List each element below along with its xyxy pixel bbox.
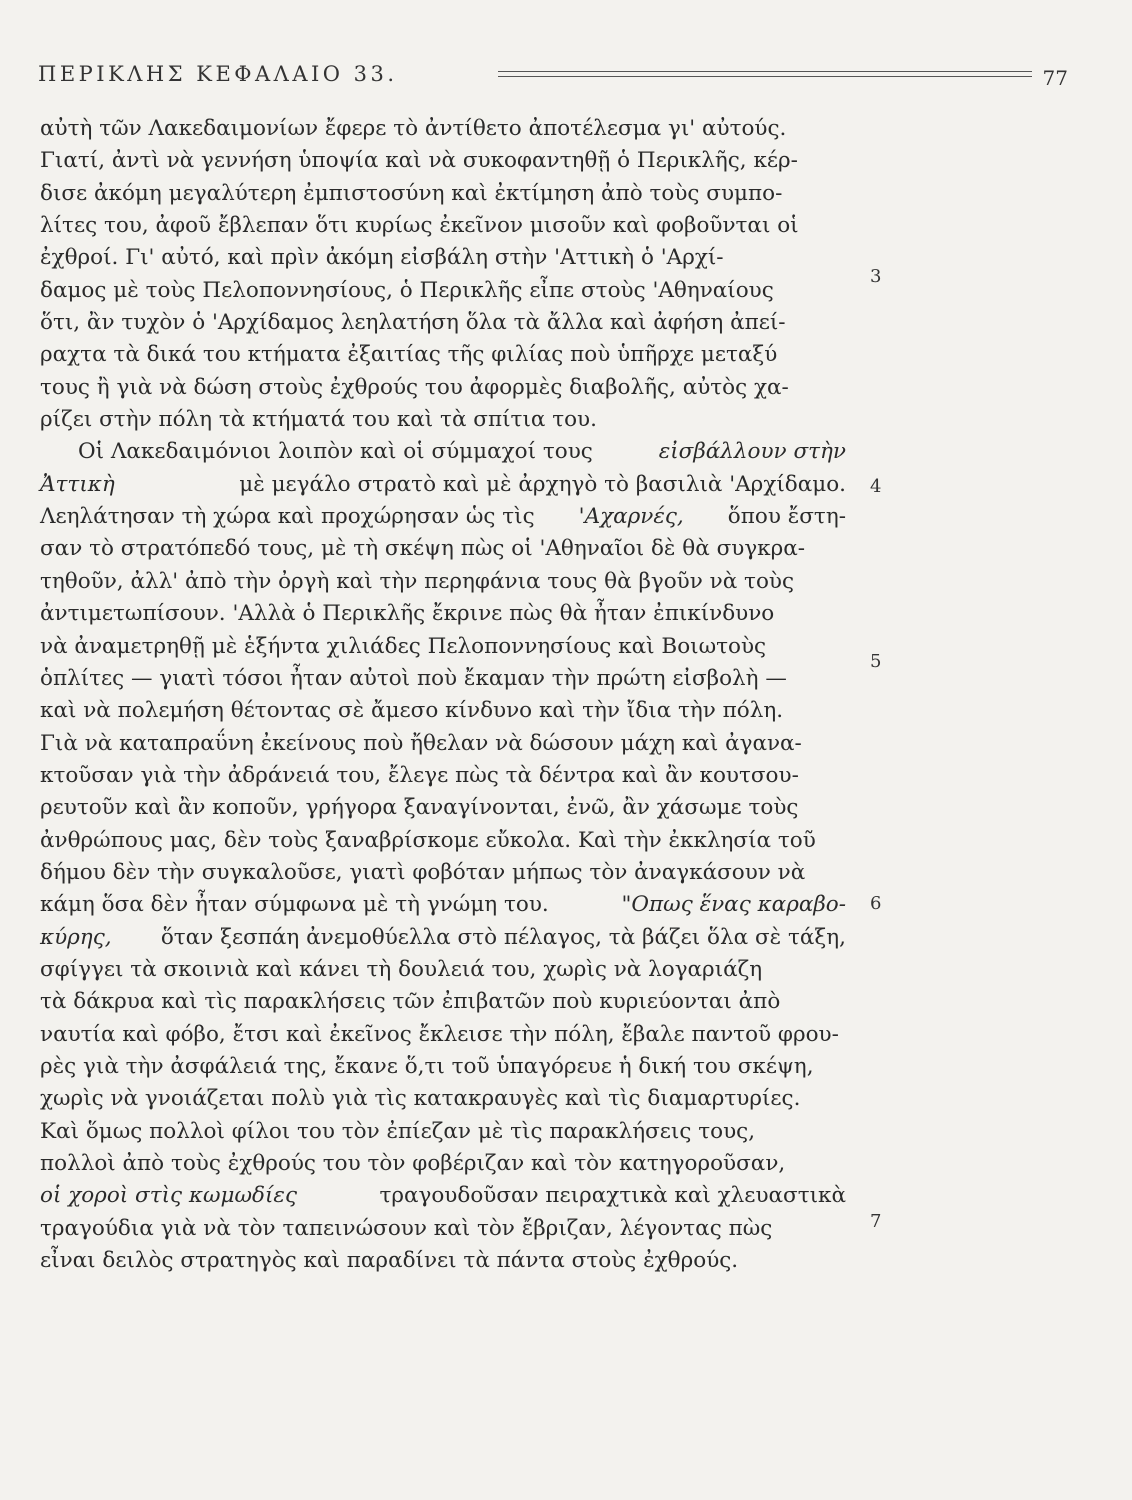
text-line: ραχτα τὰ δικά του κτήματα ἐξαιτίας τῆς φιλίας ποὺ ὑπῆρχε μεταξύ (40, 342, 778, 368)
margin-section-number: 7 (870, 1211, 882, 1232)
text-line: τραγούδια γιὰ νὰ τὸν ταπεινώσουν καὶ τὸν ἔβριζαν, λέγοντας πὼς (40, 1215, 773, 1241)
text-line: ἀντιμετωπίσουν. 'Αλλὰ ὁ Περικλῆς ἔκρινε πὼς θὰ ἦταν ἐπικίνδυνο (40, 601, 775, 627)
running-head: ΠΕΡΙΚΛΗΣ ΚΕΦΑΛΑΙΟ 33. (38, 62, 398, 86)
text-line: Ἀττικὴ μὲ μεγάλο στρατὸ καὶ μὲ ἀρχηγὸ τὸ βασιλιὰ 'Αρχίδαμο. (40, 471, 846, 497)
margin-section-number: 6 (870, 893, 882, 914)
text-line: πολλοὶ ἀπὸ τοὺς ἐχθρούς του τὸν φοβέριζαν καὶ τὸν κατηγοροῦσαν, (40, 1151, 786, 1176)
text-line: καὶ νὰ πολεμήση θέτοντας σὲ ἄμεσο κίνδυνο καὶ τὴν ἴδια τὴν πόλη. (40, 698, 784, 724)
text-line: ναυτία καὶ φόβο, ἔτσι καὶ ἐκεῖνος ἔκλεισε τὴν πόλη, ἔβαλε παντοῦ φρου- (40, 1021, 839, 1047)
header-rule-top (498, 71, 1032, 72)
text-line: Καὶ ὅμως πολλοὶ φίλοι του τὸν ἐπίεζαν μὲ τὶς παρακλήσεις τους, (40, 1118, 756, 1144)
text-line: ἐχθροί. Γι' αὐτό, καὶ πρὶν ἀκόμη εἰσβάλη στὴν 'Αττικὴ ὁ 'Αρχί- (40, 245, 724, 271)
body-text (40, 113, 846, 1277)
text-line: κάμη ὅσα δὲν ἦταν σύμφωνα μὲ τὴ γνώμη του. "Οπως ἕνας καραβο- (40, 892, 846, 918)
text-line: αὐτὴ τῶν Λακεδαιμονίων ἔφερε τὸ ἀντίθετο ἀποτέλεσμα γι' αὐτούς. (40, 116, 787, 141)
text-line: εἶναι δειλὸς στρατηγὸς καὶ παραδίνει τὰ πάντα στοὺς ἐχθρούς. (40, 1248, 739, 1274)
text-line: τηθοῦν, ἀλλ' ἀπὸ τὴν ὀργὴ καὶ τὴν περηφάνια τους θὰ βγοῦν νὰ τοὺς (40, 568, 795, 594)
text-line: ρὲς γιὰ τὴν ἀσφάλειά της, ἔκανε ὅ,τι τοῦ ὑπαγόρευε ἡ δική του σκέψη, (40, 1053, 814, 1079)
page-number: 77 (1042, 66, 1068, 90)
text-line: δισε ἀκόμη μεγαλύτερη ἐμπιστοσύνη καὶ ἐκτίμηση ἀπὸ τοὺς συμπο- (40, 180, 783, 206)
text-line: δήμου δὲν τὴν συγκαλοῦσε, γιατὶ φοβόταν μήπως τὸν ἀναγκάσουν νὰ (40, 859, 806, 885)
text-line: τους ἢ γιὰ νὰ δώση στοὺς ἐχθρούς του ἀφορμὲς διαβολῆς, αὐτὸς χα- (40, 374, 789, 400)
text-line: ὅτι, ἂν τυχὸν ὁ 'Αρχίδαμος λεηλατήση ὅλα τὰ ἄλλα καὶ ἀφήση ἀπεί- (40, 310, 786, 336)
margin-section-number: 5 (870, 651, 882, 672)
text-line: χωρὶς νὰ γνοιάζεται πολὺ γιὰ τὶς κατακραυγὲς καὶ τὶς διαμαρτυρίες. (40, 1086, 801, 1112)
text-line: οἱ χοροὶ στὶς κωμωδίες τραγουδοῦσαν πειραχτικὰ καὶ χλευαστικὰ (40, 1183, 846, 1209)
margin-section-number: 4 (870, 476, 882, 497)
text-line: ρευτοῦν καὶ ἂν κοποῦν, γρήγορα ξαναγίνονται, ἐνῶ, ἂν χάσωμε τοὺς (40, 795, 799, 821)
header-rule-bottom (498, 76, 1032, 77)
text-line: ρίζει στὴν πόλη τὰ κτήματά του καὶ τὰ σπίτια του. (40, 407, 597, 433)
page-header (38, 62, 1070, 94)
text-line: ἀνθρώπους μας, δὲν τοὺς ξαναβρίσκομε εὔκολα. Καὶ τὴν ἐκκλησία τοῦ (40, 827, 816, 853)
text-line: τὰ δάκρυα καὶ τὶς παρακλήσεις τῶν ἐπιβατῶν ποὺ κυριεύονται ἀπὸ (40, 989, 781, 1015)
text-line: σαν τὸ στρατόπεδό τους, μὲ τὴ σκέψη πὼς οἱ 'Αθηναῖοι δὲ θὰ συγκρα- (40, 536, 806, 562)
text-line: δαμος μὲ τοὺς Πελοποννησίους, ὁ Περικλῆς εἶπε στοὺς 'Αθηναίους (40, 277, 774, 303)
text-line: Γιατί, ἀντὶ νὰ γεννήση ὑποψία καὶ νὰ συκοφαντηθῇ ὁ Περικλῆς, κέρ- (40, 148, 798, 174)
text-line: Γιὰ νὰ καταπραΰνη ἐκείνους ποὺ ἤθελαν νὰ δώσουν μάχη καὶ ἀγανα- (40, 730, 802, 756)
text-line: κτοῦσαν γιὰ τὴν ἀδράνειά του, ἔλεγε πὼς τὰ δέντρα καὶ ἂν κουτσου- (40, 762, 799, 788)
text-line: σφίγγει τὰ σκοινιὰ καὶ κάνει τὴ δουλειά του, χωρὶς νὰ λογαριάζη (40, 956, 763, 982)
text-line: νὰ ἀναμετρηθῇ μὲ ἑξήντα χιλιάδες Πελοποννησίους καὶ Βοιωτοὺς (40, 633, 767, 659)
text-line: Οἱ Λακεδαιμόνιοι λοιπὸν καὶ οἱ σύμμαχοί τους εἰσβάλλουν στὴν (78, 439, 846, 465)
text-line: Λεηλάτησαν τὴ χώρα καὶ προχώρησαν ὡς τὶς 'Αχαρνές, ὅπου ἔστη- (40, 504, 846, 530)
text-line: ὁπλίτες — γιατὶ τόσοι ἦταν αὐτοὶ ποὺ ἔκαμαν τὴν πρώτη εἰσβολὴ — (40, 665, 787, 691)
text-line: κύρης, ὅταν ξεσπάη ἀνεμοθύελλα στὸ πέλαγος, τὰ βάζει ὅλα σὲ τάξη, (40, 924, 846, 950)
margin-section-number: 3 (870, 266, 882, 287)
text-line: λίτες του, ἀφοῦ ἔβλεπαν ὅτι κυρίως ἐκεῖνον μισοῦν καὶ φοβοῦνται οἱ (40, 213, 799, 239)
